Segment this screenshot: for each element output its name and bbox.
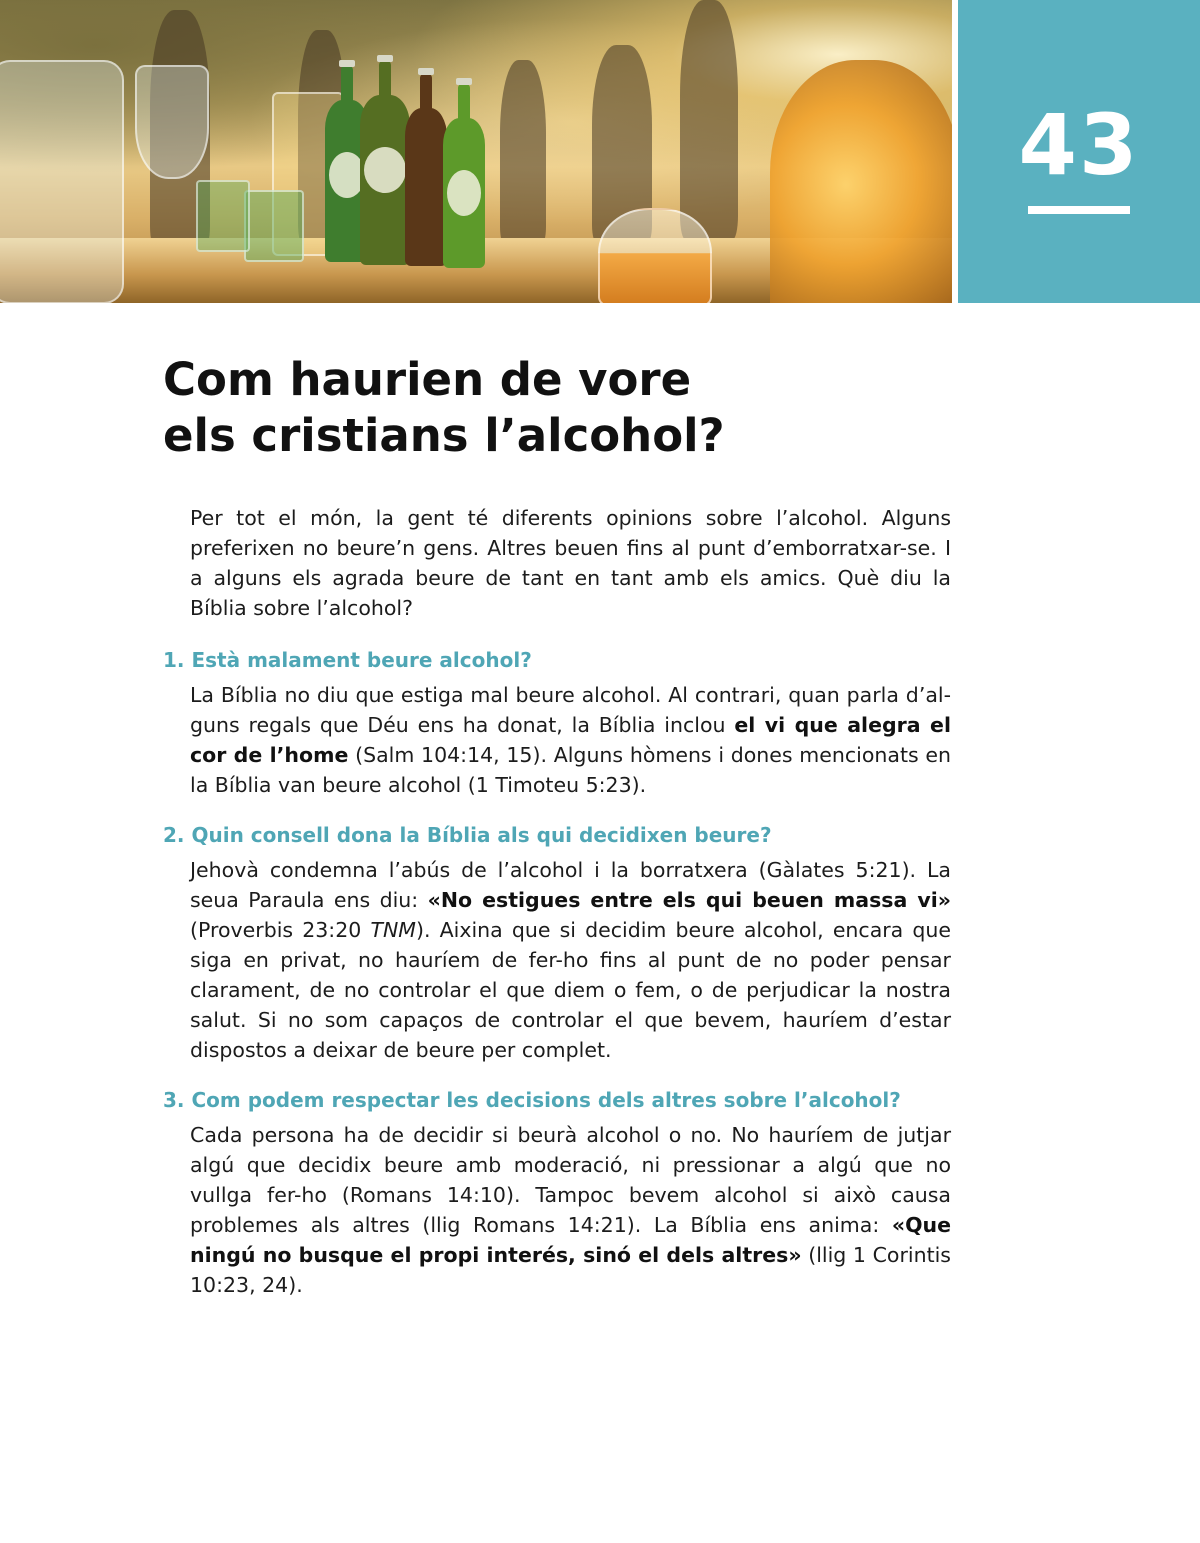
page-title [163,352,923,464]
title-line-1: Com haurien de vore [163,353,692,406]
answer-paragraph [190,680,951,800]
scripture-quote: el vi que alegra el cor de l’home [190,713,951,767]
answer-text: Cada persona ha de decidir si beurà alcohol o no. No hauríem de jutjar algú que decidix beure amb moderació, ni pressionar a algú que no vullga fer-ho (Romans 14:10). Tampoc bevem alcohol si això causa problemes als altres (llig Romans 14:21). La Bíblia ens anima: [190,1123,951,1237]
green-bottle [443,118,485,268]
wine-glass [135,65,209,179]
intro-paragraph: Per tot el món, la gent té diferents opinions sobre l’alcohol. Alguns preferixen no beure’n gens. Altres beuen fins al punt d’emborratxar-se. I a alguns els agrada beure de tant en tant amb els amics. Què diu la Bíblia sobre l’alcohol? [190,506,951,620]
answer-text: Jehovà condemna l’abús de l’alcohol i la borratxera (Gàlates 5:21). La seua Paraula ens diu: [190,858,951,912]
chapter-underline [1028,206,1130,214]
chapter-number: 43 [1018,96,1140,194]
hero-photo [0,0,952,303]
water-pitcher [0,60,124,303]
section-2 [163,820,951,1065]
scripture-quote: «Que ningú no busque el propi interés, sinó el dels altres» [190,1213,951,1267]
answer-text: (llig 1 Corintis 10:23, 24). [190,1243,951,1297]
section-3 [163,1085,951,1300]
answer-text: ). Aixina que si decidim beure alcohol, encara que siga en privat, no hauríem de fer-ho fins al punt de no poder pensar clarament, de no controlar el que diem o fem, o de perjudicar la nostra salut. Si no som capaços de controlar el que bevem, hauríem d’estar dispostos a deixar de beure per complet. [190,918,951,1062]
amber-bottle [770,60,952,303]
translation-abbr: TNM [370,918,416,942]
question-heading: 3. Com podem respectar les decisions dels altres sobre l’alcohol? [163,1088,901,1112]
green-tumbler [196,180,250,252]
question-heading: 2. Quin consell dona la Bíblia als qui decidixen beure? [163,823,772,847]
scripture-quote: «No estigues entre els qui beuen massa vi» [427,888,951,912]
brown-bottle [405,108,447,266]
chapter-badge [958,0,1200,303]
person-silhouette [680,0,738,240]
answer-paragraph [190,855,951,1065]
green-tumbler [244,190,304,262]
title-line-2: els cristians l’alcohol? [163,409,725,462]
beer-glass [598,208,712,303]
answer-text: (Salm 104:14, 15). Alguns hòmens i dones mencionats en la Bíblia van beure alcohol (1 Timoteu 5:23). [190,743,951,797]
question-heading: 1. Està malament beure alcohol? [163,648,532,672]
person-silhouette [500,60,546,245]
green-bottle [360,95,410,265]
article-body [163,503,951,1320]
answer-text: La Bíblia no diu que estiga mal beure alcohol. Al contrari, quan parla d’alguns regals que Déu ens ha donat, la Bíblia inclou [190,683,951,737]
answer-text: (Proverbis 23:20 [190,918,371,942]
section-1 [163,645,951,800]
answer-paragraph [190,1120,951,1300]
